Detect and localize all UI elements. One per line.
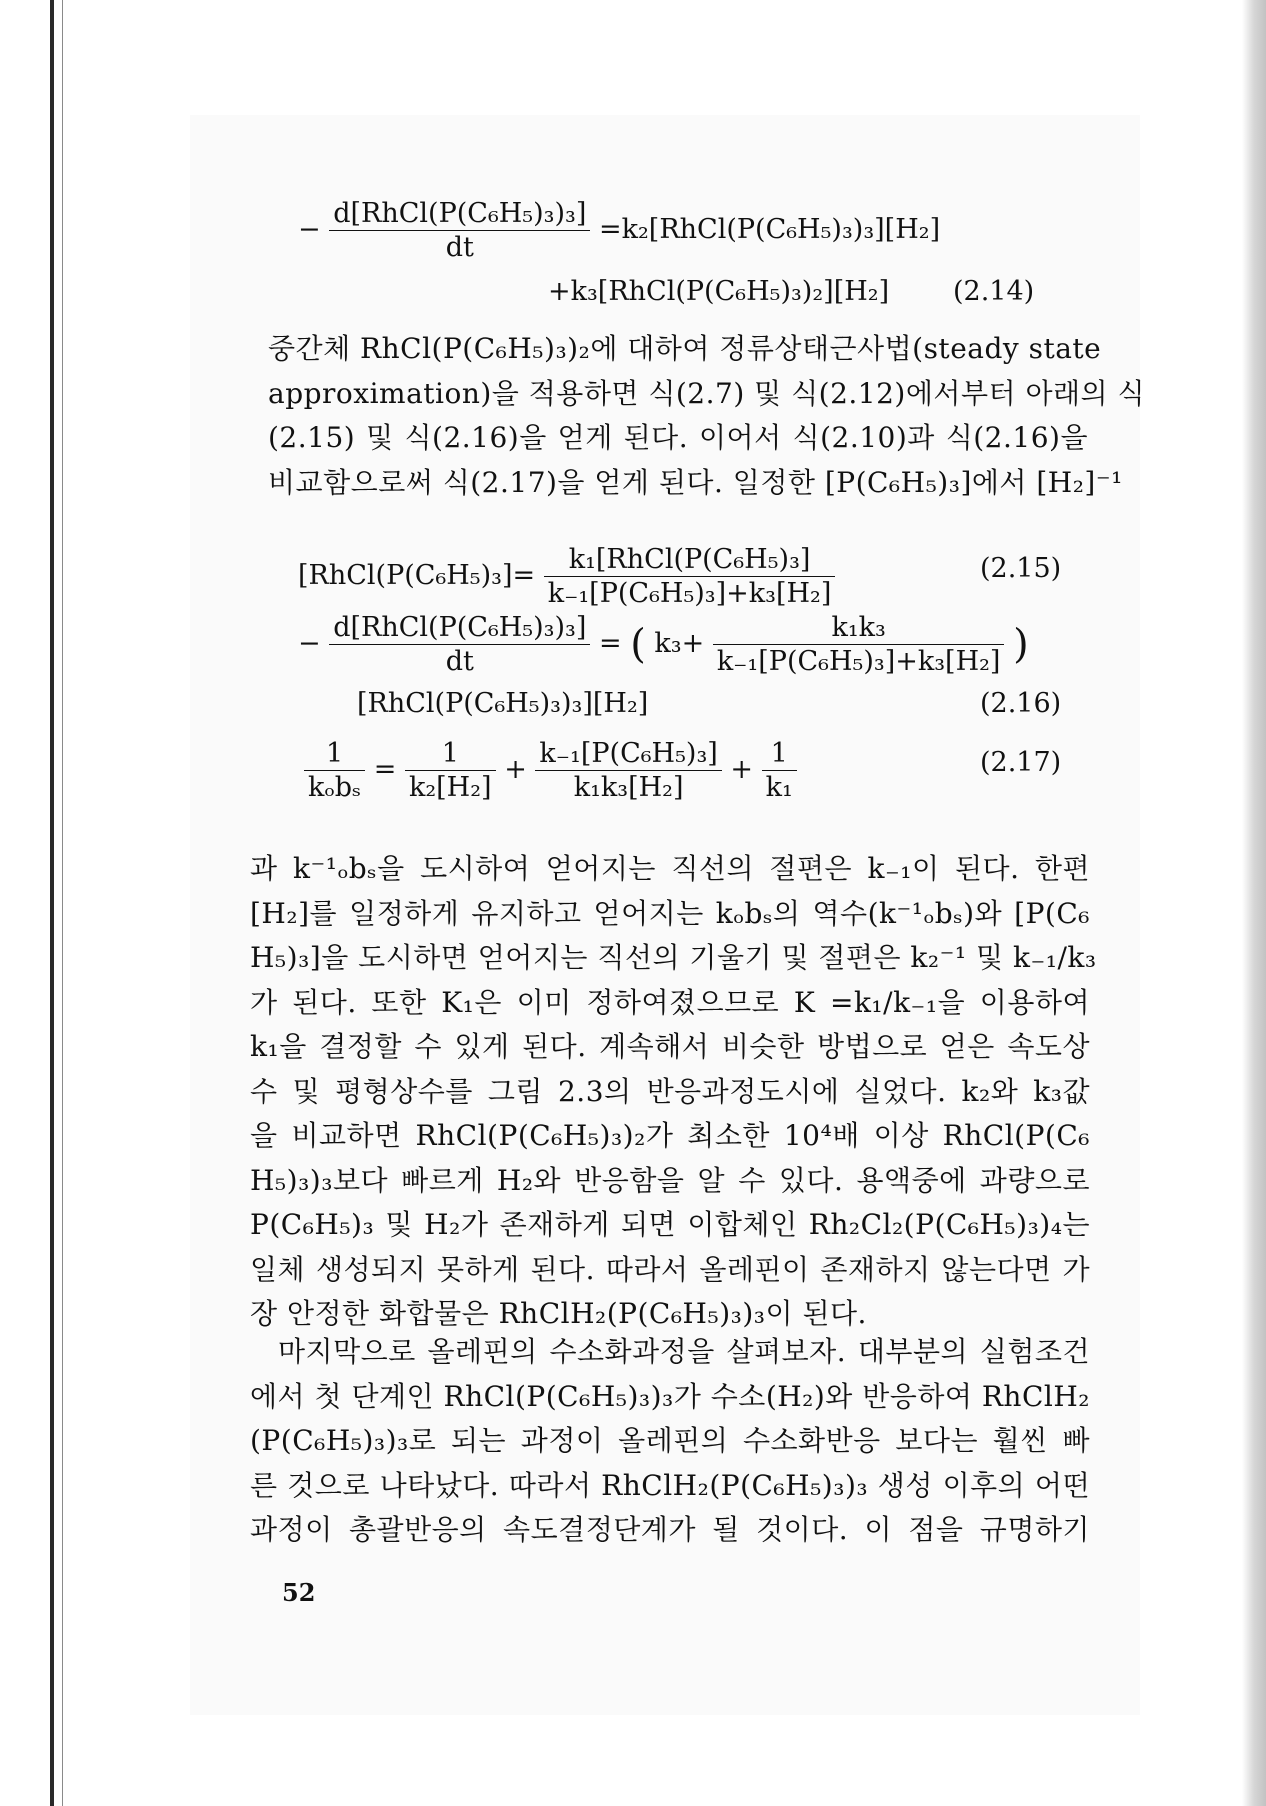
fraction xyxy=(304,740,365,801)
fraction-numerator: d[RhCl(P(C₆H₅)₃)₃] xyxy=(329,614,590,645)
equation-number: (2.14) xyxy=(953,276,1035,307)
equation-lhs: [RhCl(P(C₆H₅)₃]= xyxy=(298,560,536,591)
text-line: (2.15) 및 식(2.16)을 얻게 된다. 이어서 식(2.10)과 식(2.16)을 xyxy=(268,421,1088,454)
equation-rhs-continued: +k₃[RhCl(P(C₆H₅)₃)₂][H₂] xyxy=(548,276,890,307)
fraction-numerator: d[RhCl(P(C₆H₅)₃)₃] xyxy=(329,200,590,231)
fraction xyxy=(544,546,836,607)
fraction xyxy=(405,740,496,801)
minus-sign: − xyxy=(298,214,321,245)
text-line: 중간체 RhCl(P(C₆H₅)₃)₂에 대하여 정류상태근사법(steady state xyxy=(268,332,1102,365)
equals-sign: = xyxy=(598,628,622,659)
text-line: (P(C₆H₅)₃)₃로 되는 과정이 올레핀의 수소화반응 보다는 훨씬 빠 xyxy=(250,1424,1090,1457)
equation-rhs: =k₂[RhCl(P(C₆H₅)₃)₃][H₂] xyxy=(598,214,941,245)
fraction-derivative xyxy=(329,614,590,675)
equation-number: (2.15) xyxy=(980,553,1062,584)
fraction-denominator: kₒbₛ xyxy=(308,772,362,803)
fraction xyxy=(762,740,797,801)
text-line: 과 k⁻¹ₒbₛ을 도시하여 얻어지는 직선의 절편은 k₋₁이 된다. 한편 xyxy=(250,852,1090,885)
fraction-numerator: 1 xyxy=(762,740,797,771)
paragraph-2 xyxy=(250,847,1097,1337)
equation-term: k₃+ xyxy=(654,628,705,659)
fraction-denominator: dt xyxy=(445,232,474,263)
text-line: 에서 첫 단계인 RhCl(P(C₆H₅)₃)₃가 수소(H₂)와 반응하여 RhClH₂ xyxy=(250,1379,1090,1413)
text-line: 비교함으로써 식(2.17)을 얻게 된다. 일정한 [P(C₆H₅)₃]에서 [H₂]⁻¹ xyxy=(268,465,1123,499)
text-line-indented: 마지막으로 올레핀의 수소화과정을 살펴보자. 대부분의 실험조건 xyxy=(278,1335,1090,1368)
fraction-numerator: k₁[RhCl(P(C₆H₅)₃] xyxy=(544,546,836,577)
text-line-last: 장 안정한 화합물은 RhClH₂(P(C₆H₅)₃)₃이 된다. xyxy=(250,1297,867,1330)
equation-2-14-line2 xyxy=(548,278,889,305)
text-line: k₁을 결정할 수 있게 된다. 계속해서 비슷한 방법으로 얻은 속도상 xyxy=(250,1030,1090,1063)
plus-sign: + xyxy=(504,754,527,785)
equation-number: (2.17) xyxy=(980,747,1062,778)
fraction-numerator: k₋₁[P(C₆H₅)₃] xyxy=(535,740,721,771)
equation-2-16-line2 xyxy=(357,690,648,717)
equation-2-16 xyxy=(298,614,1029,675)
fraction-denominator: k₁k₃[H₂] xyxy=(573,772,684,803)
fraction-denominator: k₋₁[P(C₆H₅)₃]+k₃[H₂] xyxy=(547,578,832,609)
plus-sign: + xyxy=(730,754,754,785)
text-line: P(C₆H₅)₃ 및 H₂가 존재하게 되면 이합체인 Rh₂Cl₂(P(C₆H₅)₃)₄는 xyxy=(250,1208,1090,1241)
fraction-denominator: k₂[H₂] xyxy=(408,772,492,803)
text-line: 을 비교하면 RhCl(P(C₆H₅)₃)₂가 최소한 10⁴배 이상 RhCl(P(C₆ xyxy=(250,1119,1090,1152)
fraction-numerator: 1 xyxy=(304,740,365,771)
text-line: H₅)₃)₃보다 빠르게 H₂와 반응함을 알 수 있다. 용액중에 과량으로 xyxy=(250,1163,1090,1197)
text-line: 가 된다. 또한 K₁은 이미 정하여졌으므로 K =k₁/k₋₁을 이용하여 xyxy=(250,985,1090,1019)
text-line: approximation)을 적용하면 식(2.7) 및 식(2.12)에서부터 아래의 식 xyxy=(268,376,1146,410)
equation-number: (2.16) xyxy=(980,688,1062,719)
text-line: 른 것으로 나타났다. 따라서 RhClH₂(P(C₆H₅)₃)₃ 생성 이후의 어떤 xyxy=(250,1468,1090,1502)
equation-2-14 xyxy=(298,200,940,261)
left-paren: ( xyxy=(630,621,646,668)
right-paren: ) xyxy=(1013,621,1029,668)
text-line: [H₂]를 일정하게 유지하고 얻어지는 kₒbₛ의 역수(k⁻¹ₒbₛ)와 [P(C₆ xyxy=(250,896,1090,930)
equation-2-15 xyxy=(298,546,835,607)
equation-term: [RhCl(P(C₆H₅)₃)₃][H₂] xyxy=(357,688,649,719)
text-line: 수 및 평형상수를 그림 2.3의 반응과정도시에 실었다. k₂와 k₃값 xyxy=(250,1074,1090,1108)
equals-sign: = xyxy=(373,754,397,785)
fraction-derivative xyxy=(329,200,590,261)
fraction xyxy=(713,614,1005,675)
text-line: H₅)₃]을 도시하면 얻어지는 직선의 기울기 및 절편은 k₂⁻¹ 및 k₋₁/k₃ xyxy=(250,941,1097,974)
minus-sign: − xyxy=(298,628,321,659)
fraction-denominator: k₁ xyxy=(765,772,793,803)
paragraph-3 xyxy=(250,1330,1090,1553)
fraction-denominator: dt xyxy=(445,646,474,677)
paragraph-1 xyxy=(268,327,1146,505)
equation-2-17 xyxy=(304,740,797,801)
fraction-denominator: k₋₁[P(C₆H₅)₃]+k₃[H₂] xyxy=(716,646,1001,677)
fraction xyxy=(535,740,721,801)
fraction-numerator: k₁k₃ xyxy=(713,614,1005,645)
page-number: 52 xyxy=(282,1578,316,1607)
fraction-numerator: 1 xyxy=(405,740,496,771)
text-line: 과정이 총괄반응의 속도결정단계가 될 것이다. 이 점을 규명하기 xyxy=(250,1513,1090,1546)
text-line: 일체 생성되지 못하게 된다. 따라서 올레핀이 존재하지 않는다면 가 xyxy=(250,1252,1090,1286)
